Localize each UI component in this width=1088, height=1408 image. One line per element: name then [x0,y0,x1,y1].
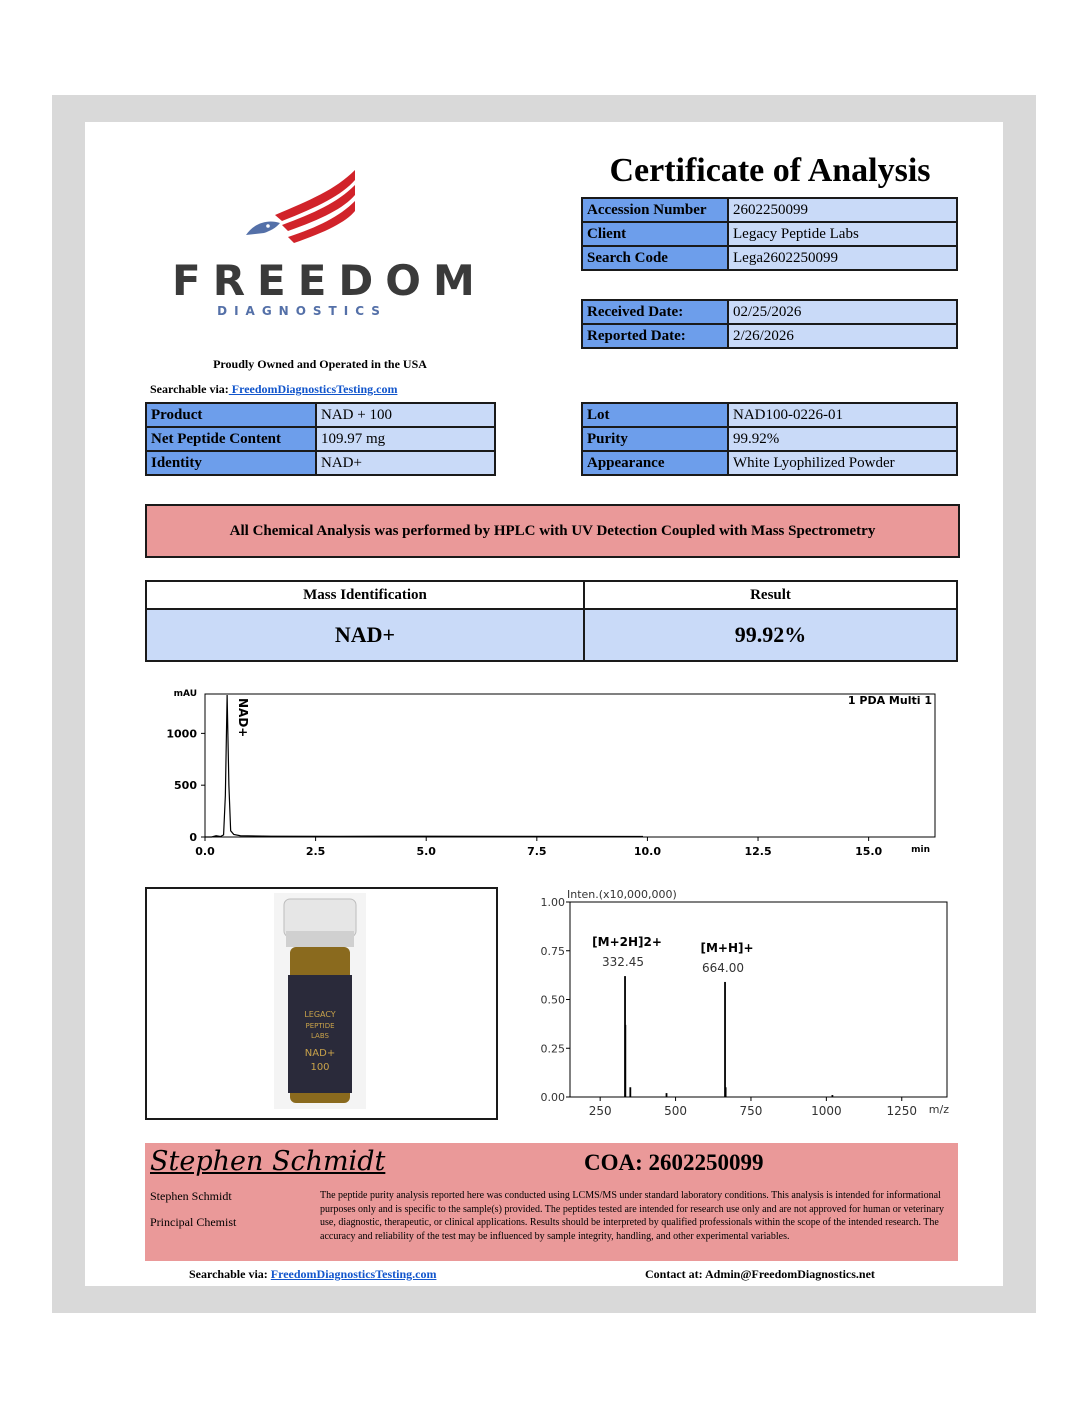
hplc-chromatogram [150,682,950,867]
table-row [582,427,957,451]
vial-brand-line1: LEGACY [304,1010,336,1019]
footer-search-label: Searchable via: [189,1267,268,1281]
y-tick-label: 0 [189,831,197,844]
searchable-label: Searchable via: [150,382,229,396]
legend-entry: 1 PDA Multi 1 [847,694,932,707]
field-key: Client [582,222,728,246]
table-row [146,403,495,427]
vial-brand-line2: PEPTIDE [305,1022,335,1030]
mass-id-value: NAD+ [146,609,584,661]
result-header: Result [584,581,957,609]
x-tick-label: 2.5 [305,845,326,858]
x-tick-label: 1250 [886,1104,918,1118]
table-row [146,427,495,451]
table-row [582,198,957,222]
table-row [582,300,957,324]
peak-mz-label: 664.00 [702,960,745,975]
field-value: White Lyophilized Powder [728,451,957,475]
table-header-row [146,581,957,609]
y-tick-label: 0.25 [540,1042,565,1056]
y-tick-label: 0.50 [540,993,565,1007]
page-title: Certificate of Analysis [609,152,931,189]
y-tick-label: 0.75 [540,944,565,958]
y-tick-label: 1.00 [540,896,565,909]
accession-table [581,197,958,271]
disclaimer-text: The peptide purity analysis reported here was conducted using LCMS/MS under standard laboratory conditions. This analysis is intended for informational purposes only and is specific to the sample(s) provided. The peptides tested are intended for research use only and are not approved for human or veterinary use, diagnostic, therapeutic, or clinical applications. Results should be interpreted by qualified professionals within the scope of the intended research. The accuracy and reliability of the test may be influenced by sample integrity, handling, and other experimental variables. [320,1190,945,1242]
field-key: Purity [582,427,728,451]
coa-number: COA: 2602250099 [584,1150,764,1175]
field-value: NAD + 100 [316,403,495,427]
result-value: 99.92% [584,609,957,661]
peak-ion-label: [M+2H]2+ [592,935,662,950]
flag-eagle-logo-icon [240,165,365,250]
field-key: Received Date: [582,300,728,324]
field-key: Identity [146,451,316,475]
field-key: Appearance [582,451,728,475]
x-tick-label: 250 [588,1104,612,1118]
footer-search-link[interactable]: FreedomDiagnosticsTesting.com [270,1267,437,1281]
peak-mz-label: 332.45 [602,955,645,970]
tagline: Proudly Owned and Operated in the USA [213,357,427,371]
field-key: Net Peptide Content [146,427,316,451]
field-key: Search Code [582,246,728,270]
x-tick-label: 1000 [811,1104,842,1118]
y-axis-label: mAU [173,689,197,699]
table-row [582,403,957,427]
vial-product-name: NAD+ [304,1048,336,1059]
mass-id-header: Mass Identification [146,581,584,609]
field-value: Legacy Peptide Labs [728,222,957,246]
field-key: Reported Date: [582,324,728,348]
logo-wordmark: FREEDOM [172,256,487,305]
table-row [146,451,495,475]
peak-label: NAD+ [236,698,251,738]
table-row [582,222,957,246]
table-row [582,324,957,348]
x-tick-label: 7.5 [527,845,547,858]
x-axis-label: m/z [928,1103,949,1116]
vial-brand-line3: LABS [311,1032,329,1040]
x-tick-label: 15.0 [855,845,883,858]
field-value: Lega2602250099 [728,246,957,270]
searchable-via [150,382,397,397]
x-axis-label: min [911,845,930,855]
logo-subtitle: DIAGNOSTICS [217,304,387,318]
mass-spectrum [530,884,955,1124]
field-value: 2602250099 [728,198,957,222]
x-tick-label: 12.5 [744,845,772,858]
field-key: Accession Number [582,198,728,222]
table-row [582,246,957,270]
field-value: 99.92% [728,427,957,451]
lot-table [581,402,958,476]
field-value: 02/25/2026 [728,300,957,324]
signer-role: Principal Chemist [150,1215,237,1229]
y-tick-label: 500 [174,779,197,793]
x-tick-label: 10.0 [633,845,661,858]
field-value: 2/26/2026 [728,324,957,348]
footer-contact: Contact at: Admin@FreedomDiagnostics.net [645,1267,875,1281]
product-table [145,402,496,476]
table-row [582,451,957,475]
field-key: Lot [582,403,728,427]
y-tick-label: 0.00 [540,1091,565,1104]
peak-ion-label: [M+H]+ [700,940,754,955]
searchable-link[interactable]: FreedomDiagnosticsTesting.com [228,382,398,396]
plot-frame [205,694,935,837]
x-tick-label: 5.0 [416,845,436,858]
analysis-method-banner: All Chemical Analysis was performed by HPLC with UV Detection Coupled with Mass Spectrometry [145,504,960,558]
chromatogram-trace [205,695,643,837]
field-value: NAD+ [316,451,495,475]
footer-searchable [189,1267,436,1282]
vial-photo [274,893,366,1109]
y-axis-label: Inten.(x10,000,000) [567,888,677,901]
field-value: NAD100-0226-01 [728,403,957,427]
dates-table [581,299,958,349]
vial-dose: 100 [310,1062,330,1073]
x-tick-label: 750 [739,1104,763,1118]
x-tick-label: 500 [664,1104,688,1118]
field-key: Product [146,403,316,427]
x-tick-label: 0.0 [195,845,215,858]
plot-frame [570,902,947,1097]
mass-identification-table [145,580,958,662]
field-value: 109.97 mg [316,427,495,451]
y-tick-label: 1000 [166,727,197,741]
signature-script: Stephen Schmidt [150,1146,386,1177]
table-row [146,609,957,661]
signer-name: Stephen Schmidt [150,1189,232,1203]
